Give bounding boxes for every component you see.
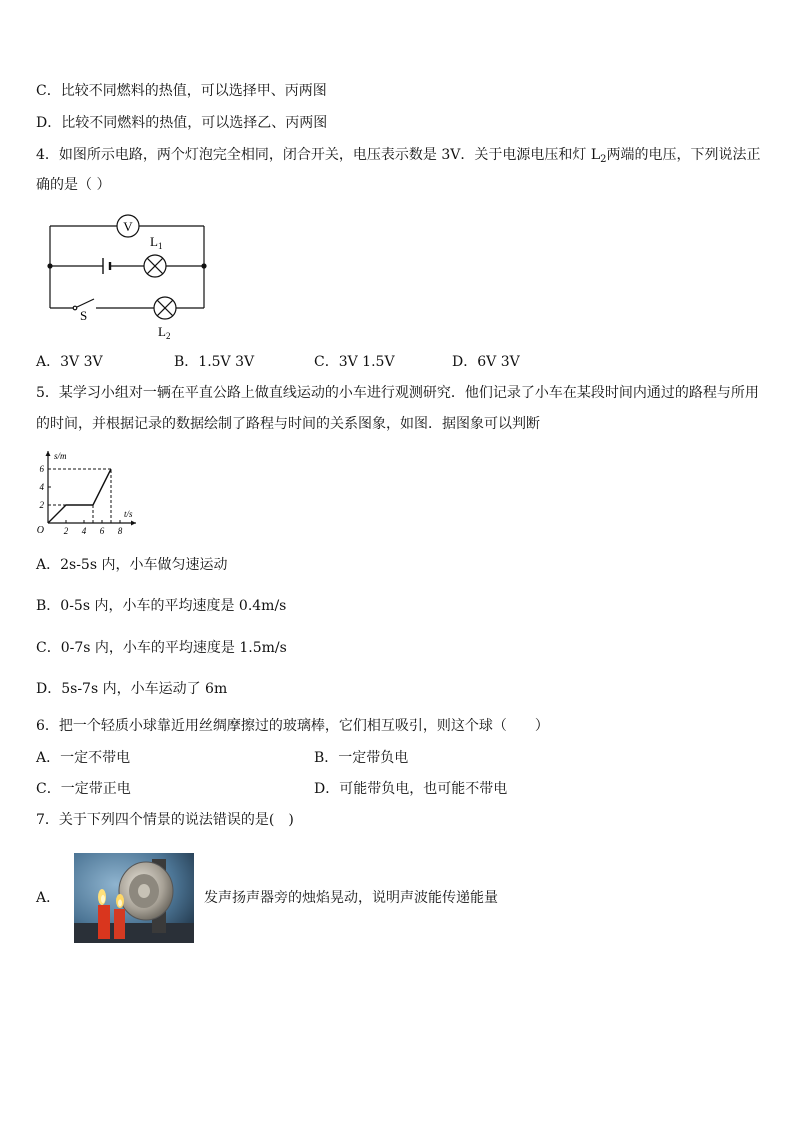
x-tick-label: 4 <box>81 526 87 536</box>
q4-option-b: B．1.5V 3V <box>174 354 255 370</box>
q5-option-b: B．0-5s 内，小车的平均速度是 0.4m/s <box>36 598 287 614</box>
q4-text-a: 4．如图所示电路，两个灯泡完全相同，闭合开关，电压表示数是 3V．关于电源电压和灯 L <box>36 147 601 163</box>
question-5-stem-line1: 5．某学习小组对一辆在平直公路上做直线运动的小车进行观测研究．他们记录了小车在某段时间内通过的路程与所用 <box>36 385 759 401</box>
x-axis-arrow <box>131 521 136 526</box>
s-t-graph <box>30 447 220 539</box>
q5-option-a: A．2s-5s 内，小车做匀速运动 <box>36 557 228 573</box>
question-5-stem-line2: 的时间，并根据记录的数据绘制了路程与时间的关系图象，如图．据图象可以判断 <box>36 416 540 432</box>
x-tick-label: 6 <box>99 526 105 536</box>
y-tick-label: 4 <box>39 482 44 492</box>
q5-option-c: C．0-7s 内，小车的平均速度是 1.5m/s <box>36 640 287 656</box>
data-series-line <box>48 469 111 523</box>
q7-option-a-label: A． <box>36 890 61 906</box>
q4-subscript: 2 <box>600 154 607 165</box>
option-c-q3: C．比较不同燃料的热值，可以选择甲、丙两图 <box>36 83 327 99</box>
battery-icon <box>103 258 110 274</box>
question-6-stem: 6．把一个轻质小球靠近用丝绸摩擦过的玻璃棒，它们相互吸引，则这个球（ ） <box>36 718 549 734</box>
question-4-stem-line2: 确的是（ ） <box>36 177 111 193</box>
voltmeter-icon <box>117 215 139 237</box>
speaker-candle-photo <box>74 853 194 943</box>
q6-option-a: A．一定不带电 <box>36 750 131 766</box>
question-4-stem <box>36 146 761 169</box>
q4-option-d: D．6V 3V <box>452 354 520 370</box>
lamp-l2-label: $L_2$ <box>158 324 171 341</box>
y-axis-label: s/m <box>54 451 67 461</box>
x-tick-label: 2 <box>63 526 69 536</box>
q5-option-d: D．5s-7s 内，小车运动了 6m <box>36 681 228 697</box>
q6-option-b: B．一定带负电 <box>314 750 409 766</box>
lamp-l1-icon <box>144 255 166 277</box>
x-tick-label: 8 <box>117 526 123 536</box>
voltmeter-label: V <box>123 219 133 234</box>
circuit-diagram <box>40 208 220 344</box>
q4-text-b: 两端的电压，下列说法正 <box>606 147 761 163</box>
switch-label: S <box>80 308 88 323</box>
q6-option-c: C．一定带正电 <box>36 781 131 797</box>
lamp-l2-icon <box>154 297 176 319</box>
origin-label: O <box>36 525 44 536</box>
q7-option-a-text: 发声扬声器旁的烛焰晃动，说明声波能传递能量 <box>204 890 498 906</box>
question-7-stem: 7．关于下列四个情景的说法错误的是( ) <box>36 812 294 828</box>
q6-option-d: D．可能带负电，也可能不带电 <box>314 781 508 797</box>
q4-option-c: C．3V 1.5V <box>314 354 395 370</box>
y-tick-label: 6 <box>39 464 44 474</box>
y-axis-arrow <box>46 451 51 456</box>
option-d-q3: D．比较不同燃料的热值，可以选择乙、丙两图 <box>36 115 328 131</box>
q4-option-a: A．3V 3V <box>36 354 103 370</box>
x-axis-label: t/s <box>124 509 133 519</box>
y-tick-label: 2 <box>39 500 44 510</box>
lamp-l1-label: $L_1$ <box>150 234 163 251</box>
